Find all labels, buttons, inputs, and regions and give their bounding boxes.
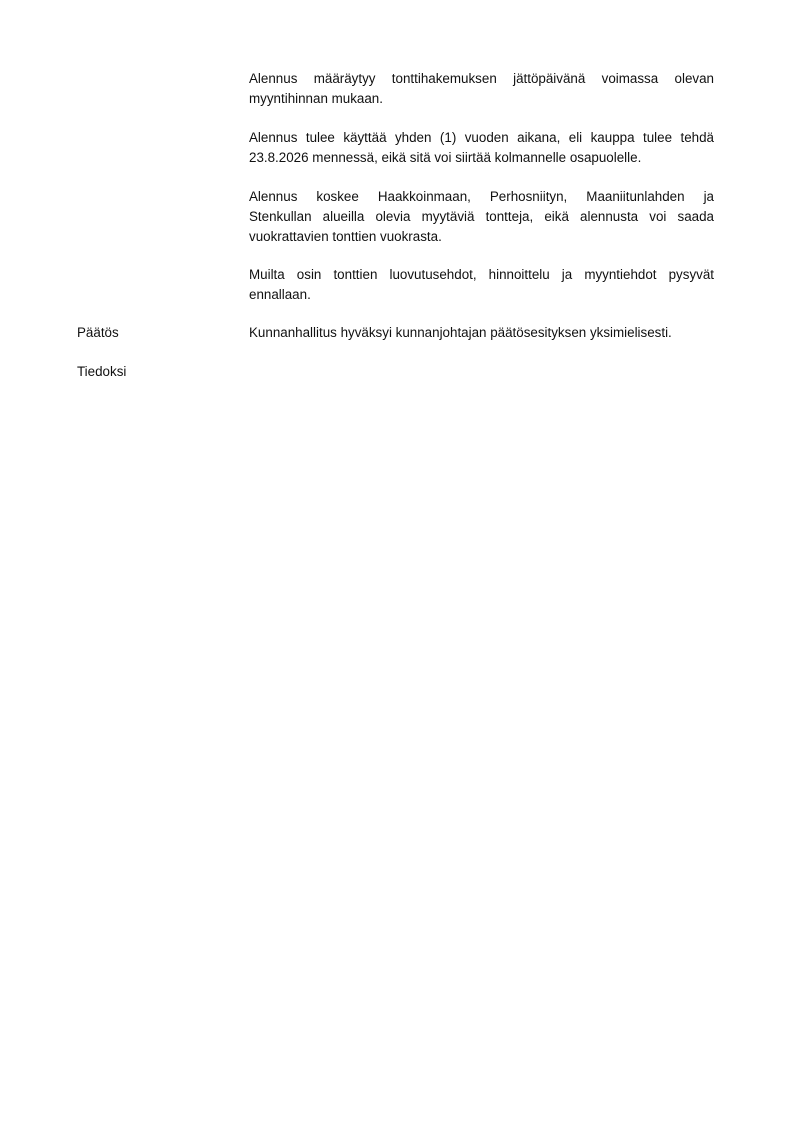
paragraph-line: vuokrattavien tonttien vuokrasta. bbox=[249, 228, 442, 244]
decision-text: Kunnanhallitus hyväksyi kunnanjohtajan päätösesityksen yksimielisesti. bbox=[249, 325, 672, 340]
paragraph-discount-validity bbox=[249, 128, 714, 168]
paragraph-line: Alennus määräytyy tonttihakemuksen jättöpäivänä voimassa olevan bbox=[249, 71, 714, 86]
decision-label: Päätös bbox=[77, 325, 119, 340]
paragraph-line: Alennus tulee käyttää yhden (1) vuoden aikana, eli kauppa tulee tehdä bbox=[249, 130, 714, 145]
paragraph-discount-pricing bbox=[249, 69, 714, 109]
paragraph-line: ennallaan. bbox=[249, 286, 311, 302]
paragraph-line: Muilta osin tonttien luovutusehdot, hinnoittelu ja myyntiehdot pysyvät bbox=[249, 267, 714, 282]
paragraph-discount-areas bbox=[249, 187, 714, 246]
paragraph-line: Alennus koskee Haakkoinmaan, Perhosniityn, Maaniitunlahden ja bbox=[249, 189, 714, 204]
paragraph-line: myyntihinnan mukaan. bbox=[249, 90, 383, 106]
paragraph-line: Stenkullan alueilla olevia myytäviä tontteja, eikä alennusta voi saada bbox=[249, 208, 714, 224]
for-information-label: Tiedoksi bbox=[77, 364, 127, 379]
paragraph-line: 23.8.2026 mennessä, eikä sitä voi siirtää kolmannelle osapuolelle. bbox=[249, 149, 642, 165]
paragraph-other-terms bbox=[249, 265, 714, 305]
